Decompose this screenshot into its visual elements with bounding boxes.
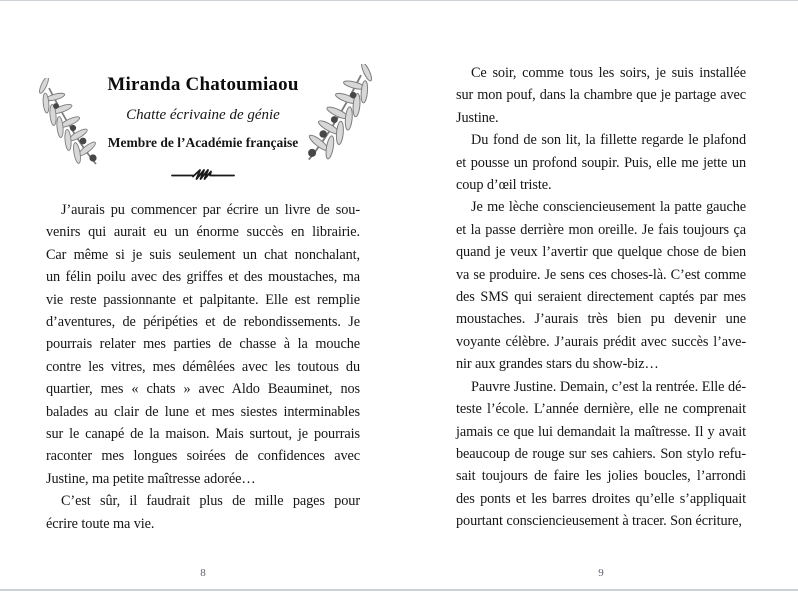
- text-line: J’aurais pu commencer par écrire un livre de sou-: [61, 202, 360, 218]
- text-line: pourtant consciencieusement à tracer. Son écriture,: [456, 513, 742, 530]
- text-line: un félin poilu avec des griffes et des moustaches, ma: [46, 269, 360, 286]
- text-line: moustaches. J’aurais très bien pu devenir une: [456, 311, 746, 328]
- chapter-author-subtitle: Chatte écrivaine de génie: [126, 107, 280, 123]
- text-line: sur le canapé de la maison. Mais surtout, je pourrais: [46, 426, 360, 443]
- page-number-left: 8: [200, 567, 206, 579]
- text-line: Ce soir, comme tous les soirs, je suis installée: [471, 65, 746, 81]
- text-line: teste l’école. L’année dernière, elle ne comprenait: [456, 401, 746, 418]
- text-line: des ponts et les barres droites qu’elle s’appliquait: [456, 490, 746, 507]
- text-line: balades au clair de lune et mes siestes interminables: [46, 403, 360, 420]
- text-line: raconter mes longues soirées de confidences avec: [46, 448, 360, 465]
- text-line: jamais ce que lui demandait la maîtresse. Il y avait: [456, 423, 746, 440]
- chapter-author-title: Miranda Chatoumiaou: [107, 74, 299, 95]
- text-line: écrire toute ma vie.: [46, 515, 155, 532]
- text-line: pourrais relater mes parties de chasse à la mouche: [46, 336, 360, 353]
- left-page-body: [46, 199, 360, 535]
- text-line: Justine, ma petite maîtresse adorée…: [46, 470, 256, 487]
- text-line: et pousse un profond soupir. Puis, elle me jette un: [456, 154, 746, 171]
- text-line: C’est sûr, il faudrait plus de mille pages pour: [61, 493, 360, 510]
- text-line: Du fond de son lit, la fillette regarde le plafond: [471, 132, 746, 149]
- text-line: va se produire. Je sens ces choses-là. C’est comme: [456, 266, 746, 283]
- text-line: Pauvre Justine. Demain, c’est la rentrée. Elle dé-: [471, 378, 746, 395]
- text-line: quand je veux l’avertir que quelque chose de bien: [456, 244, 746, 261]
- text-line: beaucoup de rouge sur ses cahiers. Son stylo refu-: [456, 445, 746, 462]
- text-line: venirs qui aurait eu un énorme succès en librairie.: [46, 224, 360, 241]
- text-line: et la passe derrière mon oreille. Je fais toujours ça: [456, 221, 746, 238]
- text-line: coup d’œil triste.: [456, 177, 552, 194]
- text-line: d’aventures, de péripéties et de rebondissements. Je: [46, 314, 360, 331]
- text-line: nir aux grandes stars du show-biz…: [456, 356, 659, 373]
- text-line: Car même si je suis seulement un chat nonchalant,: [46, 246, 360, 263]
- page-number-right: 9: [598, 567, 604, 579]
- left-page: [46, 0, 360, 590]
- text-line: vie reste passionnante et palpitante. Elle est remplie: [46, 291, 360, 308]
- text-line: sur mon pouf, dans la chambre que je partage avec: [456, 87, 746, 104]
- text-line: Je me lèche consciencieusement la patte gauche: [471, 199, 746, 216]
- text-line: des SMS qui seraient directement captés par mes: [456, 289, 746, 306]
- text-line: sait toujours de faire les jolies boucles, l’arrondi: [456, 468, 746, 485]
- text-line: contre les vitres, mes démêlées avec les toutous du: [46, 358, 360, 375]
- text-line: voyante célèbre. J’aurais prédit avec succès l’ave-: [456, 333, 746, 350]
- page-bottom-edge: [0, 589, 798, 591]
- right-page: [456, 0, 746, 590]
- text-line: Justine.: [456, 109, 499, 126]
- squiggle-divider-icon: [170, 167, 236, 183]
- chapter-author-affiliation: Membre de l’Académie française: [107, 135, 299, 150]
- right-page-body: [456, 62, 746, 533]
- text-line: quartier, mes « chats » avec Aldo Beauminet, nos: [46, 381, 360, 398]
